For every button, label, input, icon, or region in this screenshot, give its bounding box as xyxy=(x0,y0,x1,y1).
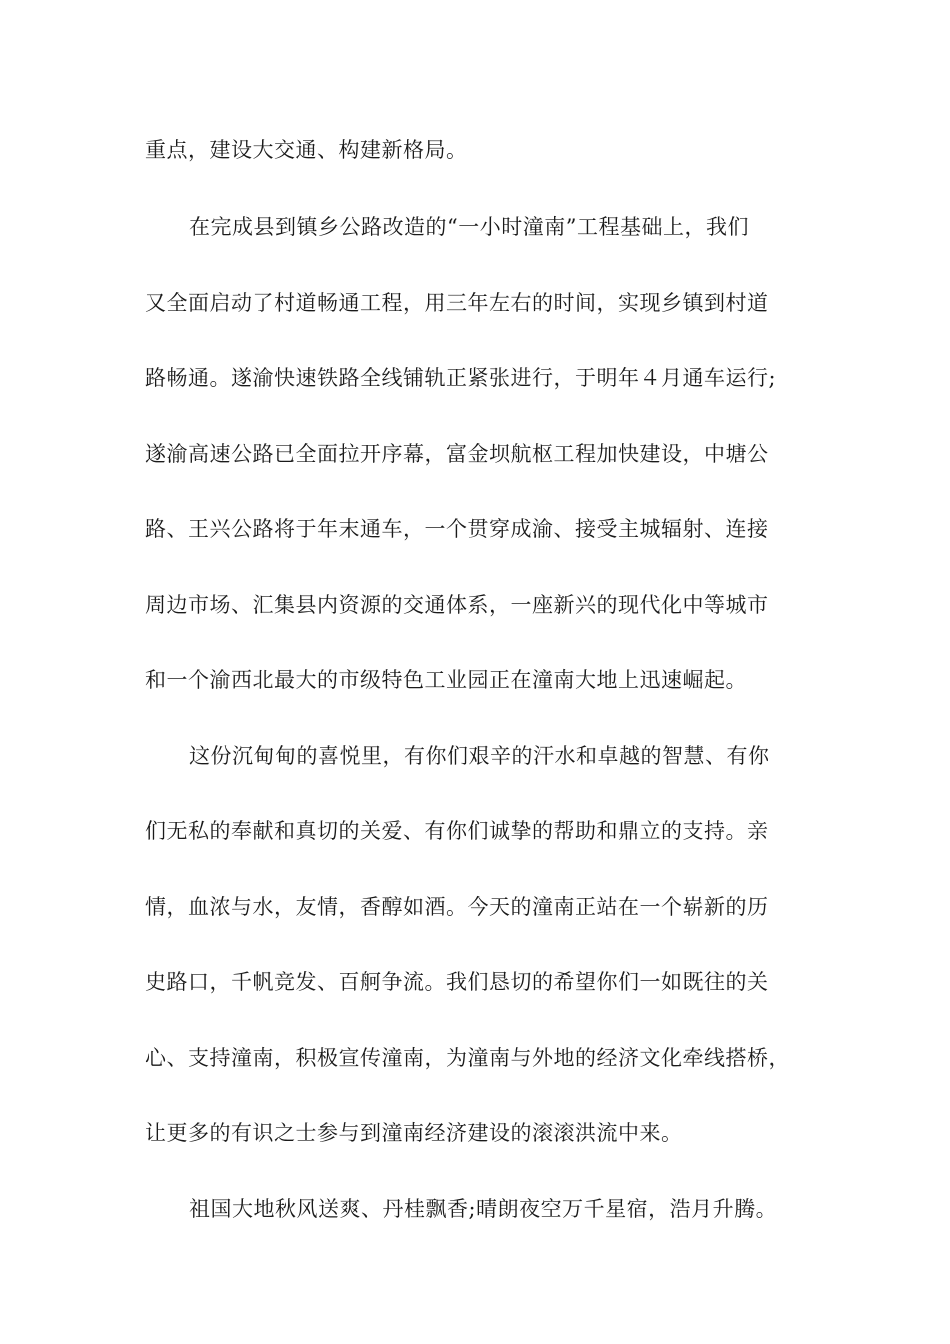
text-line-5: 遂渝高速公路已全面拉开序幕，富金坝航枢工程加快建设，中塘公 xyxy=(145,442,769,466)
text-line-2: 在完成县到镇乡公路改造的“一小时潼南”工程基础上，我们 xyxy=(189,215,749,239)
text-line-10: 们无私的奉献和真切的关爱、有你们诚挚的帮助和鼎立的支持。亲 xyxy=(145,819,769,843)
text-line-6: 路、王兴公路将于年末通车，一个贯穿成渝、接受主城辐射、连接 xyxy=(145,517,769,541)
text-line-14: 让更多的有识之士参与到潼南经济建设的滚滚洪流中来。 xyxy=(145,1121,683,1145)
text-line-11: 情，血浓与水，友情，香醇如酒。今天的潼南正站在一个崭新的历 xyxy=(145,895,769,919)
text-line-13: 心、支持潼南，积极宣传潼南，为潼南与外地的经济文化牵线搭桥， xyxy=(145,1046,790,1070)
text-line-9: 这份沉甸甸的喜悦里，有你们艰辛的汗水和卓越的智慧、有你 xyxy=(189,744,770,768)
text-line-4: 路畅通。遂渝快速铁路全线铺轨正紧张进行，于明年４月通车运行; xyxy=(145,366,777,390)
text-line-7: 周边市场、汇集县内资源的交通体系，一座新兴的现代化中等城市 xyxy=(145,593,769,617)
text-line-8: 和一个渝西北最大的市级特色工业园正在潼南大地上迅速崛起。 xyxy=(145,668,747,692)
text-line-1: 重点，建设大交通、构建新格局。 xyxy=(145,138,468,162)
text-line-15: 祖国大地秋风送爽、丹桂飘香;晴朗夜空万千星宿，浩月升腾。 xyxy=(189,1197,778,1221)
text-line-3: 又全面启动了村道畅通工程，用三年左右的时间，实现乡镇到村道 xyxy=(145,291,769,315)
text-line-12: 史路口，千帆竞发、百舸争流。我们恳切的希望你们一如既往的关 xyxy=(145,970,769,994)
